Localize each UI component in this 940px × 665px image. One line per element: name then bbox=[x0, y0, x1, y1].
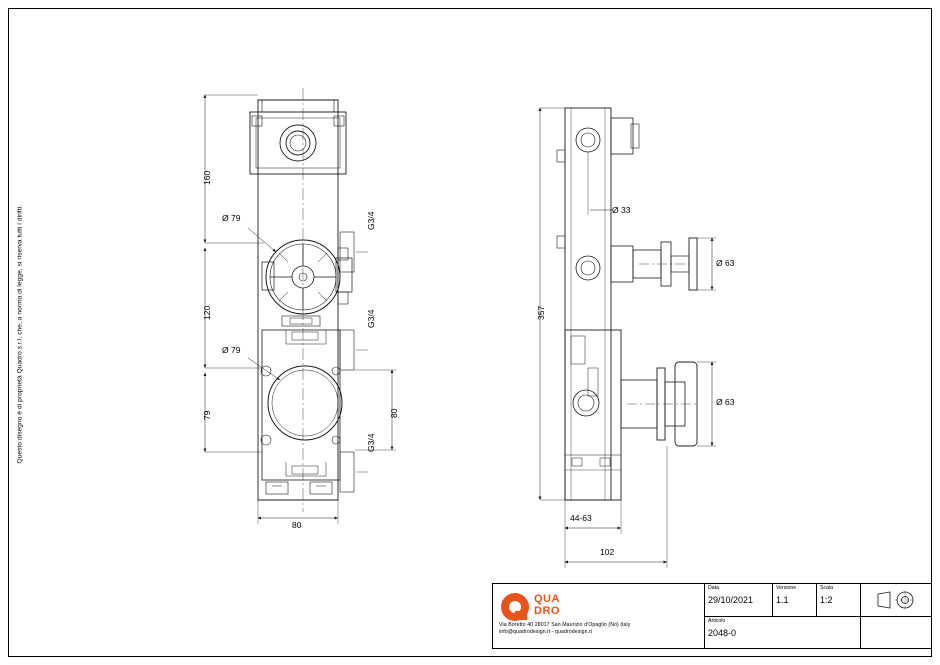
field-versione-value: 1.1 bbox=[776, 595, 789, 605]
address-line-1: Via Boretto 40 28017 San Maurizio d'Opaglio (No) Italy bbox=[499, 622, 631, 628]
field-data-label: Data bbox=[708, 585, 719, 591]
company-name bbox=[534, 593, 560, 617]
company-block bbox=[493, 584, 705, 648]
diameter-33-label: Ø 33 bbox=[612, 205, 631, 215]
dim-357-label: 357 bbox=[536, 305, 546, 320]
field-articolo bbox=[705, 617, 861, 649]
company-name-line2: DRO bbox=[534, 605, 560, 617]
diameter-79-upper-label: Ø 79 bbox=[222, 213, 241, 223]
diameter-79-lower-label: Ø 79 bbox=[222, 345, 241, 355]
company-address bbox=[499, 622, 630, 636]
title-block bbox=[492, 583, 932, 649]
address-line-2: info@quadrodesign.it - quadrodesign.it bbox=[499, 629, 592, 635]
dim-120-label: 120 bbox=[202, 305, 212, 320]
title-block-row-bottom bbox=[705, 617, 931, 649]
title-block-fields bbox=[705, 584, 931, 648]
company-name-line1: QUA bbox=[534, 593, 560, 605]
dim-80-inner-label: 80 bbox=[389, 408, 399, 418]
copyright-note: Questo disegno è di proprietà Quadro s.r.l. che, a norma di legge, si riserva tutti i diritti. bbox=[16, 204, 24, 464]
thread-g34-upper-label: G3/4 bbox=[366, 211, 376, 230]
thread-g34-lower-label: G3/4 bbox=[366, 433, 376, 452]
field-projection bbox=[861, 584, 931, 616]
quadro-logo-icon bbox=[500, 592, 530, 622]
field-articolo-label: Articolo bbox=[708, 617, 726, 624]
field-scala bbox=[817, 584, 861, 616]
field-data-value: 29/10/2021 bbox=[708, 595, 754, 605]
dim-80-width-label: 80 bbox=[292, 520, 302, 530]
dim-102-label: 102 bbox=[600, 547, 615, 557]
field-articolo-value: 2048-0 bbox=[708, 627, 737, 638]
field-data bbox=[705, 584, 773, 616]
field-versione bbox=[773, 584, 817, 616]
field-scala-label: Scala bbox=[820, 585, 833, 591]
dim-44-63-label: 44-63 bbox=[570, 513, 592, 523]
field-scala-value: 1:2 bbox=[820, 595, 833, 605]
field-blank bbox=[861, 617, 931, 649]
dim-79-label: 79 bbox=[202, 410, 212, 420]
dim-160-label: 160 bbox=[202, 170, 212, 185]
diameter-63-lower-label: Ø 63 bbox=[716, 397, 735, 407]
title-block-row-top bbox=[705, 584, 931, 617]
first-angle-projection-icon bbox=[876, 591, 916, 609]
diameter-63-upper-label: Ø 63 bbox=[716, 258, 735, 268]
field-versione-label: Versione bbox=[776, 585, 797, 591]
thread-g34-middle-label: G3/4 bbox=[366, 309, 376, 328]
